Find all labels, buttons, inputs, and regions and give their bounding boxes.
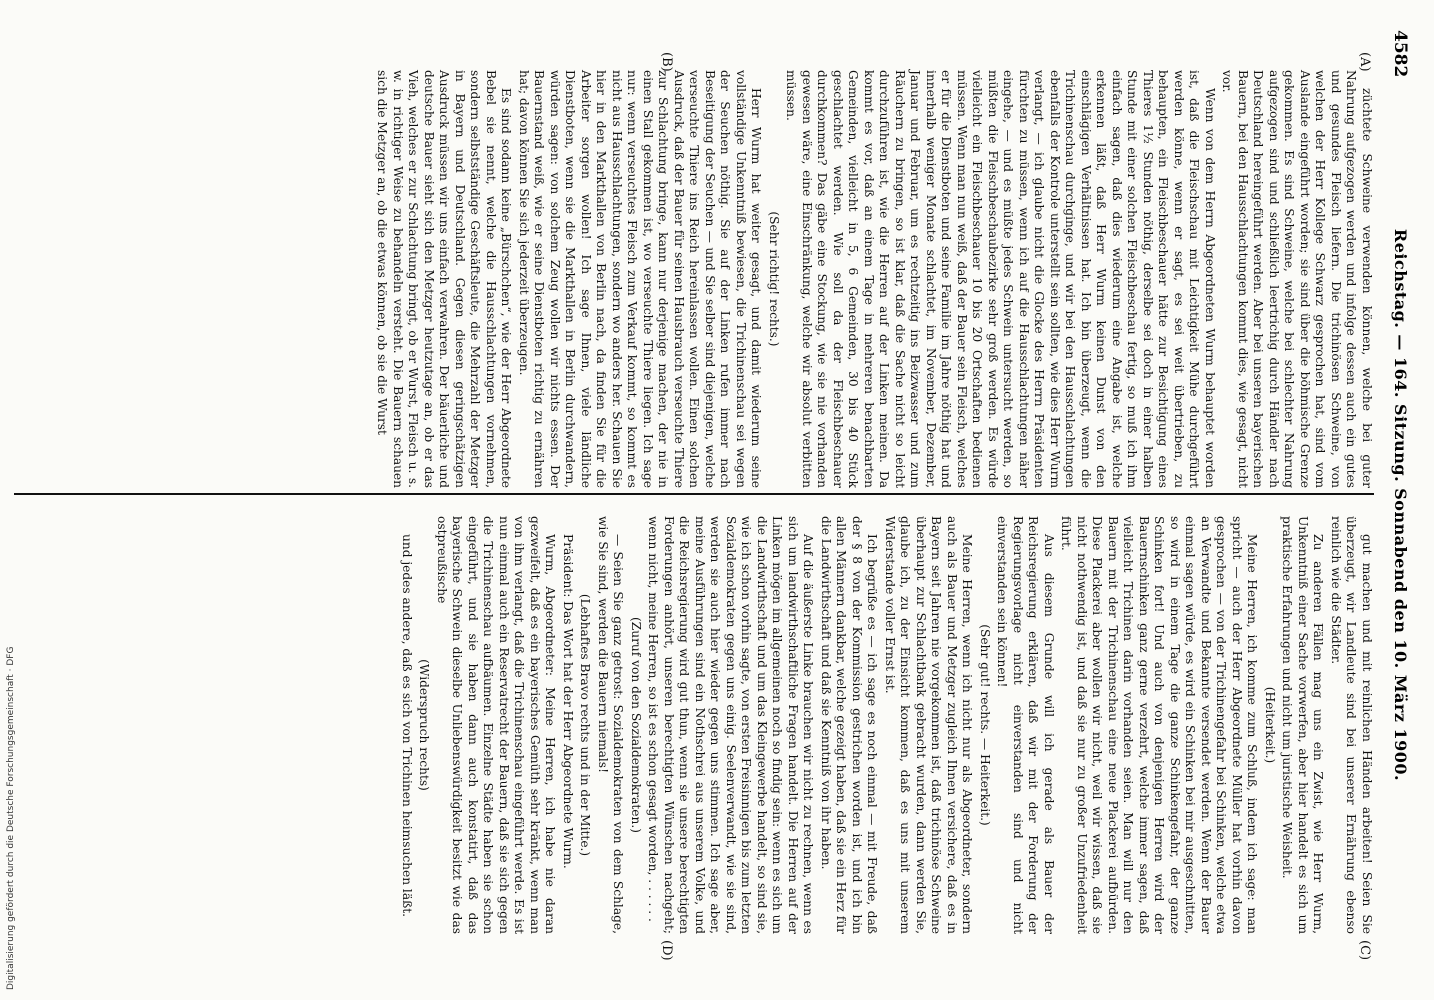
digitization-credit: Digitalisierung gefördert durch die Deutsche Forschungsgemeinschaft · DFG [6, 646, 16, 990]
applause-note: (Sehr gut! rechts. — Heiterkeit.) [978, 624, 992, 826]
paragraph: und jedes andere, daß es sich von Trichinen heimsuchen läßt. [400, 534, 414, 918]
paragraph: — Seien Sie ganz getrost: Sozialdemokraten von dem Schlage, wie Sie sind, werden die Bauern niemals! [596, 516, 626, 934]
paragraph: Wenn von dem Herrn Abgeordneten Wurm behauptet worden ist, daß die Fleischschau mit Leichtigkeit Mühe durchgeführt werden könne, wenn er sagt, es sei weit übertrieben, zu behaupten, ein Fleischbeschauer hätte zur Besichtigung eines Thieres 1½ Stunden nöthig, derselbe sei doch in einer halben Stunde mit einer solchen Fleischbeschau fertig, so muß ich ihm einfach sagen, daß dies wiederum eine Angabe ist, welche erkennen läßt, daß Herr Wurm keinen Dunst von den einschlägigen Verhältnissen hat. Ich bin überzeugt, wenn die Trichinenschau durchginge, und wir bei den Hausschlachtungen ebenfalls der Kontrole unterstellt sein sollten, wie dies Herr Wurm verlangt, — ich glaube nicht die Glocke des Herrn Präsidenten fürchten zu müssen, wenn ich auf die Hausschlachtungen näher eingehe, — und es müßte jedes Schwein untersucht werden, so müßten die Fleischbeschaubezirke sehr groß werden. Es würde vielleicht ein Fleischbeschauer 10 bis 20 Ortschaften bedienen müssen. Wenn man nun weiß, daß der Bauer sein Fleisch, welches er für die Dienstboten und seine Familie im Jahre nöthig hat und innerhalb weniger Monate schlachtet, im November, Dezember, Januar und Februar, um es rechtzeitig ins Beizwasser und zum Räuchern zu bringen, so ist klar, daß die Sache nicht so leicht durchzuführen ist, wie die Herren auf der Linken meinen. Da kommt es vor, daß an einem Tage in mehreren benachbarten Gemeinden, vielleicht in 5, 6 Gemeinden, 30 bis 40 Stück geschlachtet werden. Wie soll da der Fleischbeschauer durchkommen? Das gäbe eine Stockung, wie sie nie vorhanden gewesen wäre, eine Einschränkung, welche wir absolut verbitten müssen. [784, 70, 1217, 488]
president-line: Präsident: Das Wort hat der Herr Abgeordnete Wurm. [561, 534, 575, 869]
page-number: 4582 [1390, 30, 1410, 78]
page-title: Reichstag. — 164. Sitzung. Sonnabend den 10. März 1900. [1391, 228, 1410, 782]
paragraph: Meine Herren, wenn ich nicht nur als Abgeordneter, sondern auch als Bauer und Metzger zugleich Ihnen versichere, daß es in Bayern seit Jahren nie vorgekommen ist, daß trichinöse Schweine überhaupt zur Schlachtbank gebracht wurden, dann werden Sie, glaube ich, zu der Einsicht kommen, daß es uns mit unserem Widerstande voller Ernst ist. [883, 516, 975, 934]
paragraph: Es sind sodann keine „Bürschchen“, wie der Herr Abgeordnete Bebel sie nennt, welche die Hausschlachtungen vornehmen, sondern selbstständige Geschäftsleute, die Mehrzahl der Metzger in Bayern und Deutschland. Gegen diesen geringschätzigen Ausdruck müssen wir uns einfach verwahren. Der bäuerliche und deutsche Bauer sieht sich den Metzger heutzutage an, ob er das Vieh, welches er zur Schlachtung bringt, ob er Wurst, Fleisch u. s. w. in richtiger Weise zu behandeln versteht. Die Bauern schauen sich die Metzger an, ob die etwas können, ob sie die Wurst [375, 70, 514, 488]
right-column [397, 516, 1375, 934]
margin-marker-d: (D) [659, 940, 674, 961]
paragraph: Wurm, Abgeordneter: Meine Herren, ich habe nie daran gezweifelt, daß es ein bayerisches Gemüth sehr kränkt, wenn man von ihm verlangt, daß die Trichinenschau eingeführt werde. Es ist nun einmal auch ein Reservatrecht der Bauern, daß sie sich gegen die Trichinenschau aufbäumen. Einzelne Städte haben sie schon eingeführt, und sie haben dann auch konstatirt, daß das bayerische Schwein dieselbe Unliebenswürdigkeit besitzt wie das ostpreußische [435, 516, 558, 934]
paragraph: Auf die äußerste Linke brauchen wir nicht zu rechnen, wenn es sich um landwirthschaftliche Fragen handelt. Die Herren auf der Linken mögen im allgemeinen noch so findig sein: wenn es sich um die Landwirthschaft und um das Kleingewerbe handelt, so sind sie, wie ich schon vorhin sagte, von ersten Freisinnigen bis zum letzten Sozialdemokraten gegen uns einig. Seelenverwandt, wie sie sind, werden sie auch hier wieder gegen uns stimmen. Ich sage aber, meine Ausführungen sind ein Nothschrei aus unserem Volke, und die Reichsregierung wird gut thun, wenn sie unsere berechtigten Forderungen anhört, unseren berechtigten Wünschen nachgeht; wenn nicht, meine Herren, so ist es schon gesagt worden, . . . . . . [646, 516, 816, 934]
applause-note: (Lebhaftes Bravo rechts und in der Mitte.) [578, 593, 593, 857]
paragraph: Meine Herren, ich komme zum Schluß, indem ich sage: man spricht — auch der Herr Abgeordnete Müller hat vorhin davon gesprochen — von der Trichinengefahr bei Schinken, welche etwa an Verwandte und Bekannte versendet werden. Wenn der Bauer einmal sagen würde, es wird ein Schinken bei mir ausgeschnitten, so wird in einem Tage die ganze Schinkengefahr, der ganze Schinken fort! Und auch von denjenigen Herren wird der Bauernschinken ganz gerne verzehrt, welche immer sagen, daß vielleicht Trichinen darin vorhanden seien. Man will nur den Bauern mit der Trichinenschau eine neue Plackerei aufbürden. Diese Plackerei aber wollen wir nicht, weil wir wissen, daß sie nicht nothwendig ist, und daß sie nur zu großer Unzufriedenheit führt. [1059, 516, 1260, 934]
left-column [372, 70, 1374, 488]
paragraph: Herr Wurm hat weiter gesagt, und damit wiederum seine vollständige Unkenntniß bewiesen, die Trichinenschau sei wegen der Seuchen nöthig. Sie auf der Linken rufen immer nach Beseitigung der Seuchen — und Sie selber sind diejenigen, welche verseuchte Thiere ins Reich hereinlassen wollen. Einen solchen Ausdruck, daß der Bauer für seinen Hausbrauch verseuchte Thiere zur Schlachtung bringe, kann nur derjenige machen, der nie in einen Stall gekommen ist, wo verseuchte Thiere liegen. Ich sage nur: wenn verseuchtes Fleisch zum Verkauf kommt, so kommt es nicht aus Hausschlachtungen, sondern wo anders her. Schauen Sie hier in den Markthallen von Berlin nach, da finden Sie für die Arbeiter sorgen wollen! Ich sage Ihnen, viele ländliche Dienstboten, wenn sie die Markthallen in Berlin durchwandern, würden sagen: von solchem Zeug wollen wir nichts essen. Der Bauernstand weiß, wie er seine Dienstboten richtig zu ernähren hat; davon können Sie sich jederzeit überzeugen. [517, 70, 764, 488]
margin-marker-c: (C) [1357, 940, 1372, 961]
paragraph: Zu anderen Fällen mag uns ein Zwist, wie Herr Wurm, Unkenntniß einer Sache vorwerfen, aber hier handelt es sich um praktische Erfahrungen und nicht um juristische Weisheit. [1280, 516, 1326, 934]
paragraph: züchtete Schweine verwenden können, welche bei guter Nahrung aufgezogen werden und infolge dessen auch ein gutes und gesundes Fleisch liefern. Die trichinösen Schweine, von welchen der Herr Kollege Schwarz gesprochen hat, sind vom Auslande eingeführt worden; sie sind über die böhmische Grenze gekommen. Es sind Schweine, welche bei schlechter Nahrung aufgezogen sind und schließlich leertrichig durch Händler nach Deutschland hereingeführt werden. Aber bei unseren bayerischen Bauern, bei den Hausschlachtungen kommt dies, wie gesagt, nicht vor. [1220, 70, 1374, 488]
paragraph: Aus diesem Grunde will ich gerade als Bauer der Reichsregierung erklären, daß wir mit der Forderung der Regierungsvorlage nicht einverstanden sind und nicht einverstanden sein können! [995, 516, 1056, 934]
margin-marker-b: (B) [659, 52, 674, 72]
page-header [1374, 25, 1414, 985]
margin-marker-a: (A) [1357, 52, 1372, 72]
interjection-note: (Widerspruch rechts) [417, 659, 432, 791]
paragraph: Ich begrüße es — ich sage es noch einmal — mit Freude, daß der § 8 von der Kommission gestrichen worden ist, und ich bin allen Männern dankbar, welche gezeigt haben, daß sie ein Herz für die Landwirthschaft und daß sie Kenntniß von ihr haben. [819, 516, 880, 934]
interjection-note: (Zuruf von den Sozialdemokraten.) [629, 617, 643, 833]
paragraph: gut machen und mit reinlichen Händen arbeiten! Seien Sie überzeugt, wir Landleute sind bei unserer Ernährung ebenso reinlich wie die Städter. [1329, 516, 1374, 934]
laughter-note: (Heiterkeit.) [1263, 686, 1277, 764]
applause-note: (Sehr richtig! rechts.) [767, 211, 781, 347]
column-divider [14, 493, 1374, 495]
